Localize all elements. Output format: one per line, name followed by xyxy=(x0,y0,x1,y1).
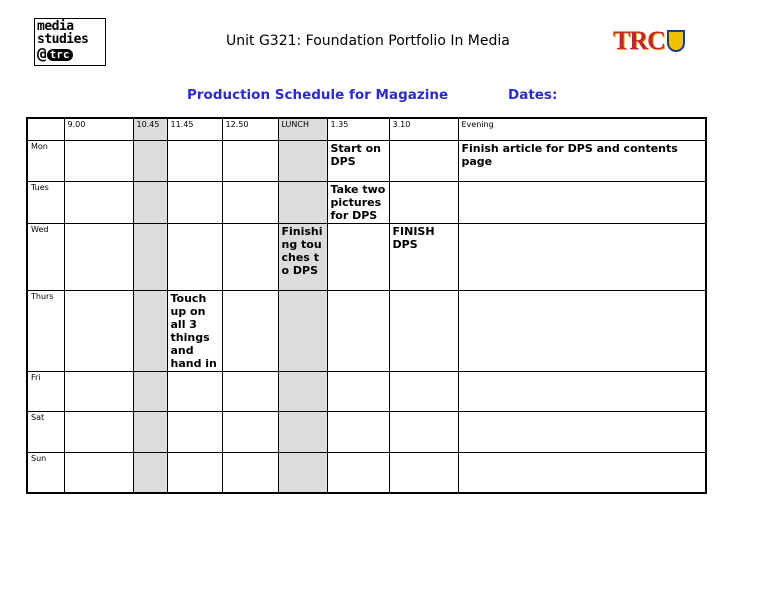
logo-at-sign: @ xyxy=(37,44,47,63)
day-label: Wed xyxy=(27,223,64,290)
column-header-9-00: 9.00 xyxy=(64,118,133,140)
header-row xyxy=(27,118,706,140)
schedule-cell xyxy=(167,371,222,411)
day-label: Fri xyxy=(27,371,64,411)
schedule-cell xyxy=(327,452,389,493)
schedule-cell xyxy=(278,290,327,371)
schedule-cell: Take two pictures for DPS xyxy=(327,181,389,223)
day-label: Tues xyxy=(27,181,64,223)
schedule-cell xyxy=(64,181,133,223)
schedule-cell xyxy=(64,371,133,411)
schedule-cell xyxy=(458,371,706,411)
schedule-cell xyxy=(167,181,222,223)
table-row xyxy=(27,290,706,371)
crest-icon xyxy=(667,30,685,52)
schedule-cell xyxy=(278,140,327,181)
column-header-1-35: 1.35 xyxy=(327,118,389,140)
logo-trc-badge: trc xyxy=(47,49,73,61)
schedule-subtitle: Production Schedule for Magazine xyxy=(187,87,449,103)
day-label: Sun xyxy=(27,452,64,493)
schedule-cell xyxy=(222,452,278,493)
trc-logo-text: TRC xyxy=(613,26,665,55)
schedule-cell xyxy=(64,452,133,493)
schedule-cell xyxy=(222,411,278,452)
logo-line-at-trc xyxy=(37,46,103,62)
trc-logo xyxy=(613,28,685,54)
table-row xyxy=(27,181,706,223)
schedule-cell xyxy=(327,290,389,371)
schedule-cell xyxy=(133,181,167,223)
day-label: Sat xyxy=(27,411,64,452)
schedule-cell xyxy=(64,223,133,290)
schedule-cell xyxy=(458,181,706,223)
column-header-evening: Evening xyxy=(458,118,706,140)
media-studies-logo xyxy=(34,18,106,66)
schedule-cell xyxy=(167,223,222,290)
schedule-cell xyxy=(389,290,458,371)
schedule-cell xyxy=(133,223,167,290)
table-row xyxy=(27,411,706,452)
schedule-cell xyxy=(64,411,133,452)
schedule-cell xyxy=(278,411,327,452)
schedule-cell xyxy=(222,223,278,290)
schedule-cell: Start on DPS xyxy=(327,140,389,181)
schedule-cell xyxy=(327,411,389,452)
schedule-cell xyxy=(133,452,167,493)
schedule-cell xyxy=(458,290,706,371)
schedule-cell xyxy=(133,140,167,181)
schedule-cell xyxy=(458,223,706,290)
table-row xyxy=(27,140,706,181)
schedule-cell xyxy=(389,411,458,452)
schedule-cell xyxy=(133,411,167,452)
column-header-day xyxy=(27,118,64,140)
table-row xyxy=(27,223,706,290)
schedule-cell xyxy=(458,411,706,452)
day-label: Thurs xyxy=(27,290,64,371)
schedule-cell xyxy=(133,290,167,371)
schedule-cell xyxy=(389,371,458,411)
logo-line-studies: studies xyxy=(37,32,89,47)
schedule-cell: Finishing touches to DPS xyxy=(278,223,327,290)
schedule-cell xyxy=(389,452,458,493)
dates-label: Dates: xyxy=(508,87,558,103)
schedule-cell: Finish article for DPS and contents page xyxy=(458,140,706,181)
schedule-cell xyxy=(64,140,133,181)
schedule-cell xyxy=(327,371,389,411)
schedule-cell xyxy=(278,181,327,223)
document-title: Unit G321: Foundation Portfolio In Media xyxy=(226,33,510,49)
schedule-cell xyxy=(458,452,706,493)
logo-line-media: media xyxy=(37,19,74,34)
schedule-cell: Touch up on all 3 things and hand in xyxy=(167,290,222,371)
schedule-cell xyxy=(222,140,278,181)
schedule-cell xyxy=(167,411,222,452)
schedule-cell xyxy=(389,181,458,223)
schedule-cell: FINISH DPS xyxy=(389,223,458,290)
column-header-3-10: 3.10 xyxy=(389,118,458,140)
schedule-cell xyxy=(327,223,389,290)
day-label: Mon xyxy=(27,140,64,181)
column-header-10-45: 10.45 xyxy=(133,118,167,140)
column-header-12-50: 12.50 xyxy=(222,118,278,140)
schedule-cell xyxy=(222,371,278,411)
schedule-cell xyxy=(222,181,278,223)
table-row xyxy=(27,452,706,493)
schedule-cell xyxy=(278,452,327,493)
schedule-cell xyxy=(133,371,167,411)
production-schedule-table xyxy=(26,117,707,494)
schedule-cell xyxy=(278,371,327,411)
schedule-cell xyxy=(167,140,222,181)
column-header-lunch: LUNCH xyxy=(278,118,327,140)
schedule-cell xyxy=(222,290,278,371)
schedule-cell xyxy=(389,140,458,181)
table-row xyxy=(27,371,706,411)
schedule-cell xyxy=(64,290,133,371)
column-header-11-45: 11.45 xyxy=(167,118,222,140)
schedule-cell xyxy=(167,452,222,493)
